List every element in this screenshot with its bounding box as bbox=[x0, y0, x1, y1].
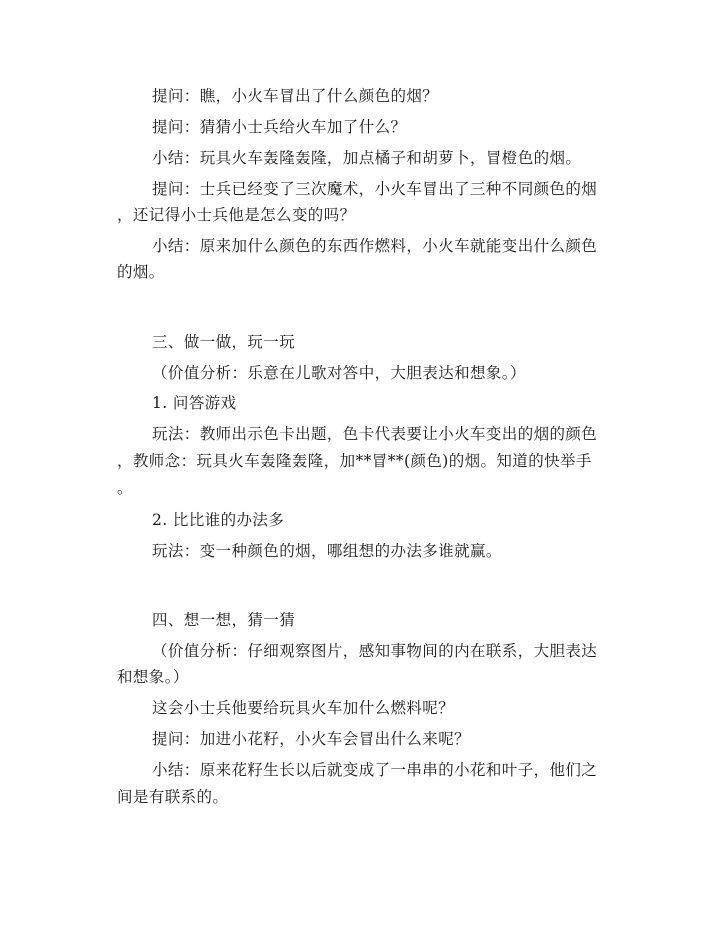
value-analysis-4: （价值分析：仔细观察图片，感知事物间的内在联系，大胆表达 bbox=[152, 642, 598, 660]
value-analysis-3: （价值分析：乐意在儿歌对答中，大胆表达和想象。） bbox=[152, 364, 526, 382]
question-smoke-color: 提问：瞧，小火车冒出了什么颜色的烟？ bbox=[152, 87, 439, 105]
summary-flower-seeds: 小结：原来花籽生长以后就变成了一串串的小花和叶子，他们之 bbox=[152, 761, 598, 779]
summary-flower-seeds-cont: 间是有联系的。 bbox=[117, 788, 229, 806]
item-2-play-method: 玩法：变一种颜色的烟，哪组想的办法多谁就赢。 bbox=[152, 542, 502, 560]
fuel-question: 这会小士兵他要给玩具火车加什么燃料呢？ bbox=[152, 699, 455, 717]
section-heading-4: 四、想一想，猜一猜 bbox=[152, 611, 296, 629]
value-analysis-4-cont: 和想象。） bbox=[117, 668, 189, 686]
item-1-play-method-cont: ，教师念：玩具火车轰隆轰隆，加**冒**(颜色)的烟。知道的快举手 bbox=[117, 452, 592, 470]
item-2-heading: 2. 比比谁的办法多 bbox=[152, 511, 285, 529]
item-1-play-method: 玩法：教师出示色卡出题，色卡代表要让小火车变出的烟的颜色 bbox=[152, 425, 598, 443]
summary-orange-smoke: 小结：玩具火车轰隆轰隆，加点橘子和胡萝卜，冒橙色的烟。 bbox=[152, 149, 582, 167]
item-1-play-method-end: 。 bbox=[117, 479, 133, 497]
section-heading-3: 三、做一做，玩一玩 bbox=[152, 333, 296, 351]
summary-fuel-color-cont: 的烟。 bbox=[117, 263, 165, 281]
item-1-heading: 1. 问答游戏 bbox=[152, 394, 237, 412]
summary-fuel-color: 小结：原来加什么颜色的东西作燃料，小火车就能变出什么颜色 bbox=[152, 237, 598, 255]
question-what-added: 提问：猜猜小士兵给火车加了什么？ bbox=[152, 118, 407, 136]
question-flower-seeds: 提问：加进小花籽，小火车会冒出什么来呢？ bbox=[152, 730, 471, 748]
question-three-changes: 提问：士兵已经变了三次魔术，小火车冒出了三种不同颜色的烟 bbox=[152, 180, 598, 198]
question-three-changes-cont: ，还记得小士兵他是怎么变的吗？ bbox=[117, 206, 356, 224]
